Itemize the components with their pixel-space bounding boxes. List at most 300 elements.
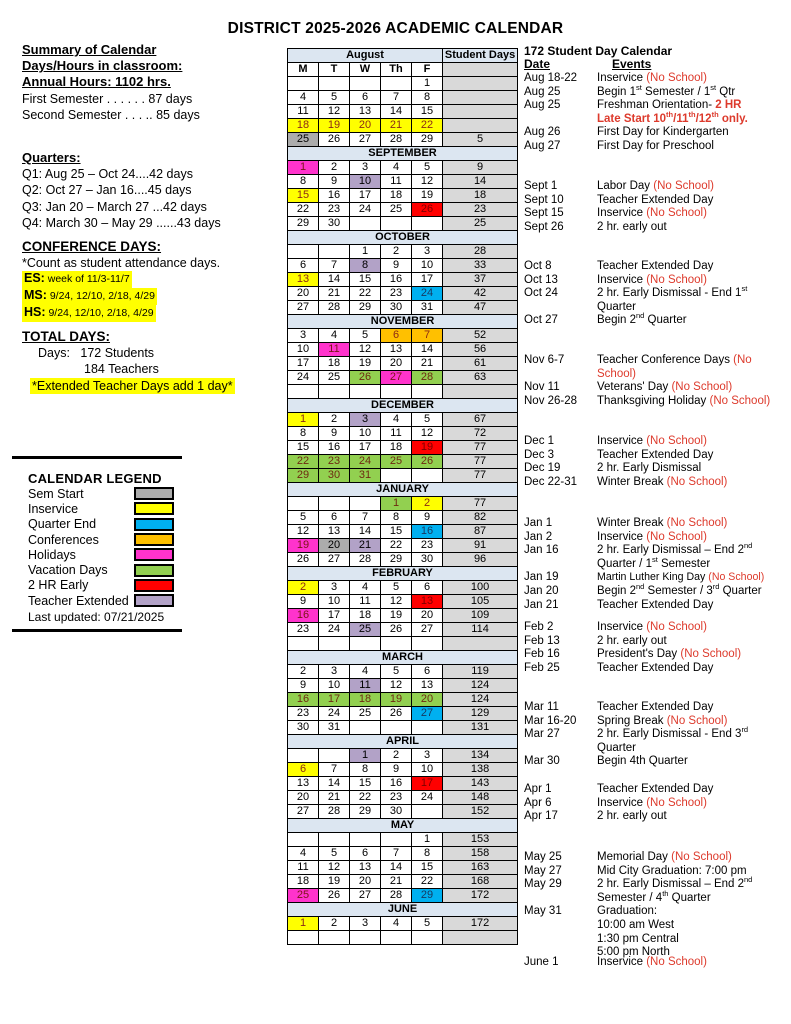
calendar-day-cell: 4 [350, 665, 381, 679]
calendar-legend [12, 456, 182, 632]
calendar-day-cell: 2 [381, 749, 412, 763]
calendar-day-cell: 29 [350, 805, 381, 819]
calendar-month-name: OCTOBER [288, 231, 518, 245]
student-days-cell: 56 [443, 343, 518, 357]
event-row [524, 395, 787, 409]
events-month-group [524, 435, 787, 489]
calendar-day-cell [288, 637, 319, 651]
calendar-day-cell: 15 [412, 105, 443, 119]
calendar-day-cell: 11 [350, 595, 381, 609]
total-days-students: Days: 172 Students [38, 346, 155, 361]
event-row [524, 621, 787, 635]
event-text-segment: /12 [695, 112, 712, 125]
events-month-group [524, 851, 787, 960]
calendar-week-row [288, 805, 518, 819]
event-date: Oct 24 [524, 287, 558, 300]
event-description [597, 755, 787, 769]
weekday-header-cell: Th [381, 63, 412, 77]
calendar-day-cell: 27 [288, 805, 319, 819]
event-date: Sept 1 [524, 180, 558, 192]
student-days-cell [443, 105, 518, 119]
student-days-cell: 77 [443, 441, 518, 455]
event-date: Nov 6-7 [524, 354, 565, 366]
event-text-segment: Inservice [597, 72, 647, 84]
student-days-cell: 131 [443, 721, 518, 735]
student-days-cell: 168 [443, 875, 518, 889]
event-text-segment: (No School) [646, 207, 707, 220]
student-days-cell: 91 [443, 539, 518, 553]
student-days-cell: 153 [443, 833, 518, 847]
calendar-day-cell: 13 [350, 861, 381, 875]
calendar-day-cell: 28 [319, 301, 350, 315]
event-row [524, 99, 787, 126]
event-text-segment: rd [741, 725, 749, 735]
student-days-cell: 61 [443, 357, 518, 371]
student-days-cell: 134 [443, 749, 518, 763]
event-text-segment: 2 hr. Early Dismissal – End 2 [597, 544, 745, 557]
calendar-day-cell: 2 [412, 497, 443, 511]
event-description [597, 725, 787, 755]
calendar-day-cell: 12 [319, 861, 350, 875]
calendar-day-cell: 3 [319, 581, 350, 595]
calendar-day-cell: 25 [319, 371, 350, 385]
calendar-day-cell: 7 [350, 511, 381, 525]
student-days-cell: 148 [443, 791, 518, 805]
calendar-week-row [288, 329, 518, 343]
calendar-month-header-row [288, 49, 518, 63]
event-date: Dec 22-31 [524, 475, 578, 488]
calendar-day-cell: 20 [412, 609, 443, 623]
calendar-day-cell: 7 [381, 91, 412, 105]
event-description [597, 180, 787, 194]
conference-item-value: 9/24, 12/10, 2/18, 4/29 [46, 290, 155, 303]
event-row [524, 701, 787, 715]
legend-color-swatch [134, 564, 174, 577]
calendar-day-cell: 26 [288, 553, 319, 567]
calendar-day-cell: 16 [381, 273, 412, 287]
calendar-day-cell: 30 [381, 805, 412, 819]
event-description [597, 635, 787, 649]
quarter-line: Q1: Aug 25 – Oct 24....42 days [22, 167, 193, 182]
event-description [597, 354, 787, 381]
calendar-week-row [288, 861, 518, 875]
calendar-day-cell: 12 [288, 525, 319, 539]
calendar-day-cell [350, 497, 381, 511]
conference-item [22, 288, 282, 305]
event-date: Jan 16 [524, 544, 559, 557]
calendar-month-header-row [288, 567, 518, 581]
event-description [597, 260, 787, 274]
calendar-day-cell: 13 [319, 525, 350, 539]
event-date: Nov 11 [524, 381, 560, 394]
quarters-lines [22, 166, 282, 231]
calendar-day-cell: 20 [350, 119, 381, 133]
event-text-segment: Inservice [597, 207, 647, 220]
event-date: Feb 2 [524, 621, 554, 633]
calendar-day-cell: 25 [288, 133, 319, 147]
event-date: Jan 21 [524, 598, 559, 611]
event-row [524, 905, 787, 959]
event-text-segment: Veterans' Day [597, 381, 672, 394]
calendar-week-row [288, 105, 518, 119]
event-row [524, 82, 787, 100]
calendar-day-cell: 13 [412, 595, 443, 609]
calendar-day-cell: 19 [319, 119, 350, 133]
calendar-day-cell: 11 [288, 105, 319, 119]
calendar-day-cell: 16 [288, 693, 319, 707]
legend-item-label: Inservice [28, 501, 79, 516]
event-row [524, 476, 787, 490]
calendar-day-cell [319, 497, 350, 511]
legend-item [28, 547, 182, 562]
event-description [597, 571, 787, 585]
calendar-day-cell: 17 [350, 189, 381, 203]
calendar-day-cell: 22 [288, 203, 319, 217]
event-row [524, 599, 787, 613]
calendar-day-cell [288, 833, 319, 847]
calendar-day-cell: 15 [288, 441, 319, 455]
calendar-month-name: MAY [288, 819, 518, 833]
calendar-day-cell: 2 [319, 917, 350, 931]
event-date: Oct 27 [524, 314, 558, 327]
event-description [597, 599, 787, 613]
calendar-month-header-row [288, 231, 518, 245]
event-date: Apr 6 [524, 796, 552, 809]
calendar-day-cell: 8 [288, 427, 319, 441]
event-date: Sept 26 [524, 220, 564, 233]
calendar-week-row [288, 343, 518, 357]
event-text-segment: (No School) [680, 648, 742, 661]
calendar-day-cell: 9 [319, 175, 350, 189]
calendar-month-name: JANUARY [288, 483, 518, 497]
calendar-day-cell: 16 [381, 777, 412, 791]
calendar-day-cell [381, 833, 412, 847]
event-text-segment: (No School) [646, 956, 707, 968]
calendar-day-cell: 7 [319, 259, 350, 273]
calendar-day-cell [381, 637, 412, 651]
calendar-day-cell: 31 [319, 721, 350, 735]
calendar-week-row [288, 931, 518, 945]
calendar-day-cell: 6 [350, 91, 381, 105]
summary-block [22, 42, 282, 123]
calendar-day-cell: 31 [350, 469, 381, 483]
calendar-week-row [288, 679, 518, 693]
calendar-day-cell: 8 [288, 175, 319, 189]
event-text-segment: /11 [673, 112, 689, 125]
calendar-day-cell: 22 [350, 287, 381, 301]
event-text-segment: th [662, 888, 669, 898]
calendar-day-cell: 24 [350, 455, 381, 469]
student-days-cell [443, 63, 518, 77]
event-description [597, 810, 787, 824]
calendar-day-cell: 24 [350, 203, 381, 217]
calendar-day-cell: 23 [381, 791, 412, 805]
calendar-week-row [288, 287, 518, 301]
calendar-day-cell [288, 497, 319, 511]
calendar-day-cell: 12 [350, 343, 381, 357]
event-text-segment: 2 hr. early out [597, 810, 667, 823]
calendar-month-name: MARCH [288, 651, 518, 665]
student-days-cell [443, 91, 518, 105]
calendar-day-cell: 10 [350, 175, 381, 189]
summary-heading-line: Annual Hours: 1102 hrs. [22, 74, 171, 90]
event-row [524, 571, 787, 585]
event-text-segment: Mid City Graduation: 7:00 pm [597, 864, 747, 877]
event-description [597, 462, 787, 476]
calendar-day-cell: 4 [350, 581, 381, 595]
events-month-group [524, 701, 787, 769]
calendar-day-cell: 5 [412, 413, 443, 427]
event-date: Aug 27 [524, 139, 561, 152]
calendar-day-cell: 4 [288, 91, 319, 105]
calendar-day-cell: 17 [319, 693, 350, 707]
calendar-day-cell: 19 [412, 441, 443, 455]
calendar-day-cell: 30 [381, 301, 412, 315]
calendar-day-cell: 16 [319, 441, 350, 455]
student-days-cell: 172 [443, 889, 518, 903]
events-month-group [524, 180, 787, 234]
event-text-segment: Qtr [716, 85, 736, 98]
calendar-day-cell: 18 [350, 693, 381, 707]
event-text-segment: (No School) [666, 714, 728, 727]
student-days-cell: 129 [443, 707, 518, 721]
student-days-cell [443, 931, 518, 945]
event-description [597, 875, 787, 905]
calendar-day-cell: 4 [381, 413, 412, 427]
calendar-day-cell: 5 [350, 329, 381, 343]
events-month-group [524, 354, 787, 408]
event-description [597, 435, 787, 449]
calendar-month-name: NOVEMBER [288, 315, 518, 329]
event-text-segment: Inservice [597, 530, 647, 543]
calendar-day-cell: 2 [319, 413, 350, 427]
conference-days-block [22, 239, 282, 322]
event-date: Aug 26 [524, 126, 561, 139]
event-text-segment: 2 hr. early out [597, 634, 667, 647]
event-date: Jan 1 [524, 517, 553, 529]
calendar-day-cell: 22 [412, 875, 443, 889]
event-text-segment: nd [636, 582, 645, 592]
event-text-segment: (No School) [646, 621, 707, 633]
calendar-day-cell: 14 [319, 273, 350, 287]
calendar-day-cell: 22 [412, 119, 443, 133]
conference-note: *Count as student attendance days. [22, 256, 221, 271]
calendar-week-row [288, 217, 518, 231]
calendar-day-cell: 27 [319, 553, 350, 567]
calendar-day-cell: 27 [412, 623, 443, 637]
student-days-cell: 152 [443, 805, 518, 819]
event-text-segment: Teacher Extended Day [597, 783, 714, 795]
student-days-cell: 82 [443, 511, 518, 525]
event-description [597, 662, 787, 676]
calendar-day-cell: 8 [381, 511, 412, 525]
event-text-segment: Martin Luther King Day [597, 571, 709, 584]
calendar-day-cell: 22 [381, 539, 412, 553]
legend-item-label: Conferences [28, 532, 99, 547]
event-text-segment: Semester [657, 557, 711, 570]
calendar-day-cell: 6 [381, 329, 412, 343]
event-text-segment: Semester / 4 [597, 891, 663, 904]
event-text-segment: Graduation: [597, 905, 658, 918]
calendar-week-row [288, 539, 518, 553]
calendar-day-cell: 8 [350, 763, 381, 777]
event-date: Feb 16 [524, 648, 560, 661]
student-days-cell: 96 [443, 553, 518, 567]
event-text-segment: st [651, 554, 658, 564]
event-date: Apr 1 [524, 783, 552, 795]
event-text-segment: st [636, 82, 642, 92]
calendar-day-cell: 11 [381, 175, 412, 189]
calendar-table [287, 48, 518, 945]
event-text-segment: 1:30 pm Central [597, 932, 679, 945]
event-text-segment: 2 hr. Early Dismissal - End 1 [597, 287, 742, 300]
event-text-segment: (No School) [666, 517, 728, 529]
event-date: May 27 [524, 864, 562, 877]
events-month-group [524, 783, 787, 824]
event-description [597, 715, 787, 729]
summary-heading-line: Summary of Calendar [22, 42, 157, 57]
event-date: Aug 25 [524, 85, 561, 98]
calendar-day-cell: 21 [319, 287, 350, 301]
calendar-day-cell: 29 [350, 301, 381, 315]
events-month-group [524, 621, 787, 675]
calendar-week-row [288, 553, 518, 567]
student-days-cell: 87 [443, 525, 518, 539]
event-text-segment: 2 HR [715, 99, 742, 112]
event-text-segment: Late Start 10 [597, 112, 667, 125]
calendar-month-header-row [288, 819, 518, 833]
event-row [524, 72, 787, 86]
calendar-day-cell: 3 [319, 665, 350, 679]
calendar-day-cell: 4 [381, 161, 412, 175]
legend-item-label: Teacher Extended [28, 593, 129, 608]
calendar-day-cell: 16 [288, 609, 319, 623]
legend-color-swatch [134, 502, 174, 515]
event-description [597, 956, 787, 970]
calendar-day-cell: 30 [288, 721, 319, 735]
event-text-segment: Thanksgiving Holiday [597, 394, 710, 407]
calendar-week-row [288, 413, 518, 427]
calendar-month-header-row [288, 315, 518, 329]
calendar-day-cell: 10 [412, 259, 443, 273]
calendar-day-cell [412, 469, 443, 483]
calendar-week-row [288, 763, 518, 777]
calendar-week-row [288, 693, 518, 707]
event-row [524, 180, 787, 194]
event-description [597, 797, 787, 811]
legend-item [28, 501, 182, 516]
calendar-day-cell: 25 [381, 203, 412, 217]
event-text-segment: nd [744, 541, 753, 551]
calendar-day-cell: 30 [412, 553, 443, 567]
student-days-cell: 143 [443, 777, 518, 791]
legend-item [28, 486, 182, 501]
student-days-cell [443, 77, 518, 91]
conference-item-label: MS: [24, 288, 47, 303]
legend-item [28, 517, 182, 532]
calendar-day-cell [319, 245, 350, 259]
calendar-day-cell [319, 833, 350, 847]
calendar-day-cell [381, 721, 412, 735]
calendar-day-cell: 3 [350, 413, 381, 427]
event-text-segment: nd [744, 875, 753, 885]
calendar-day-cell: 3 [412, 749, 443, 763]
calendar-week-row [288, 511, 518, 525]
weekday-header-cell: M [288, 63, 319, 77]
events-month-group [524, 260, 787, 328]
event-text-segment: 5:00 pm North [597, 946, 670, 959]
event-text-segment: First Day for Preschool [597, 139, 714, 152]
event-description [597, 783, 787, 797]
weekday-header-cell: F [412, 63, 443, 77]
student-days-cell: 105 [443, 595, 518, 609]
calendar-week-row [288, 301, 518, 315]
event-description [597, 284, 787, 314]
event-row [524, 541, 787, 571]
calendar-day-cell [288, 749, 319, 763]
calendar-day-cell: 26 [350, 371, 381, 385]
calendar-day-cell: 18 [288, 875, 319, 889]
student-days-cell: 63 [443, 371, 518, 385]
calendar-day-cell: 3 [350, 161, 381, 175]
calendar-day-cell: 6 [350, 847, 381, 861]
event-date: Dec 19 [524, 462, 561, 475]
calendar-day-cell: 21 [350, 539, 381, 553]
calendar-day-cell [319, 637, 350, 651]
calendar-day-cell [381, 469, 412, 483]
event-row [524, 635, 787, 649]
calendar-day-cell: 18 [288, 119, 319, 133]
calendar-day-cell: 1 [381, 497, 412, 511]
calendar-day-cell: 26 [319, 889, 350, 903]
calendar-day-cell: 2 [319, 161, 350, 175]
student-days-cell: 124 [443, 693, 518, 707]
calendar-day-cell: 29 [381, 553, 412, 567]
calendar-day-cell [319, 749, 350, 763]
events-panel [520, 0, 791, 1024]
legend-item-label: Sem Start [28, 486, 84, 501]
event-date: Oct 8 [524, 260, 552, 272]
event-text-segment: Spring Break [597, 714, 667, 727]
event-row [524, 207, 787, 221]
event-text-segment: Quarter [597, 300, 636, 313]
calendar-day-cell: 10 [319, 595, 350, 609]
calendar-day-cell [288, 931, 319, 945]
event-text-segment: Teacher Extended Day [597, 661, 714, 674]
calendar-day-cell: 5 [319, 847, 350, 861]
calendar-day-cell: 27 [350, 889, 381, 903]
event-text-segment: (No School) [653, 180, 714, 192]
event-text-segment: (No School) [666, 475, 728, 488]
event-text-segment: th [666, 109, 674, 119]
calendar-day-cell: 13 [288, 777, 319, 791]
calendar-day-cell: 23 [288, 623, 319, 637]
event-description [597, 207, 787, 221]
calendar-day-cell: 25 [350, 707, 381, 721]
calendar-day-cell: 26 [412, 203, 443, 217]
event-description [597, 648, 787, 662]
event-description [597, 82, 787, 100]
calendar-day-cell: 12 [412, 427, 443, 441]
event-text-segment: th [711, 109, 719, 119]
student-days-cell: 9 [443, 161, 518, 175]
calendar-day-cell: 6 [319, 511, 350, 525]
calendar-day-cell: 14 [381, 105, 412, 119]
calendar-week-row [288, 847, 518, 861]
quarter-line: Q4: March 30 – May 29 ......43 days [22, 215, 221, 230]
event-text-segment: only. [718, 112, 748, 125]
event-text-segment: 2 hr. early out [597, 220, 667, 233]
